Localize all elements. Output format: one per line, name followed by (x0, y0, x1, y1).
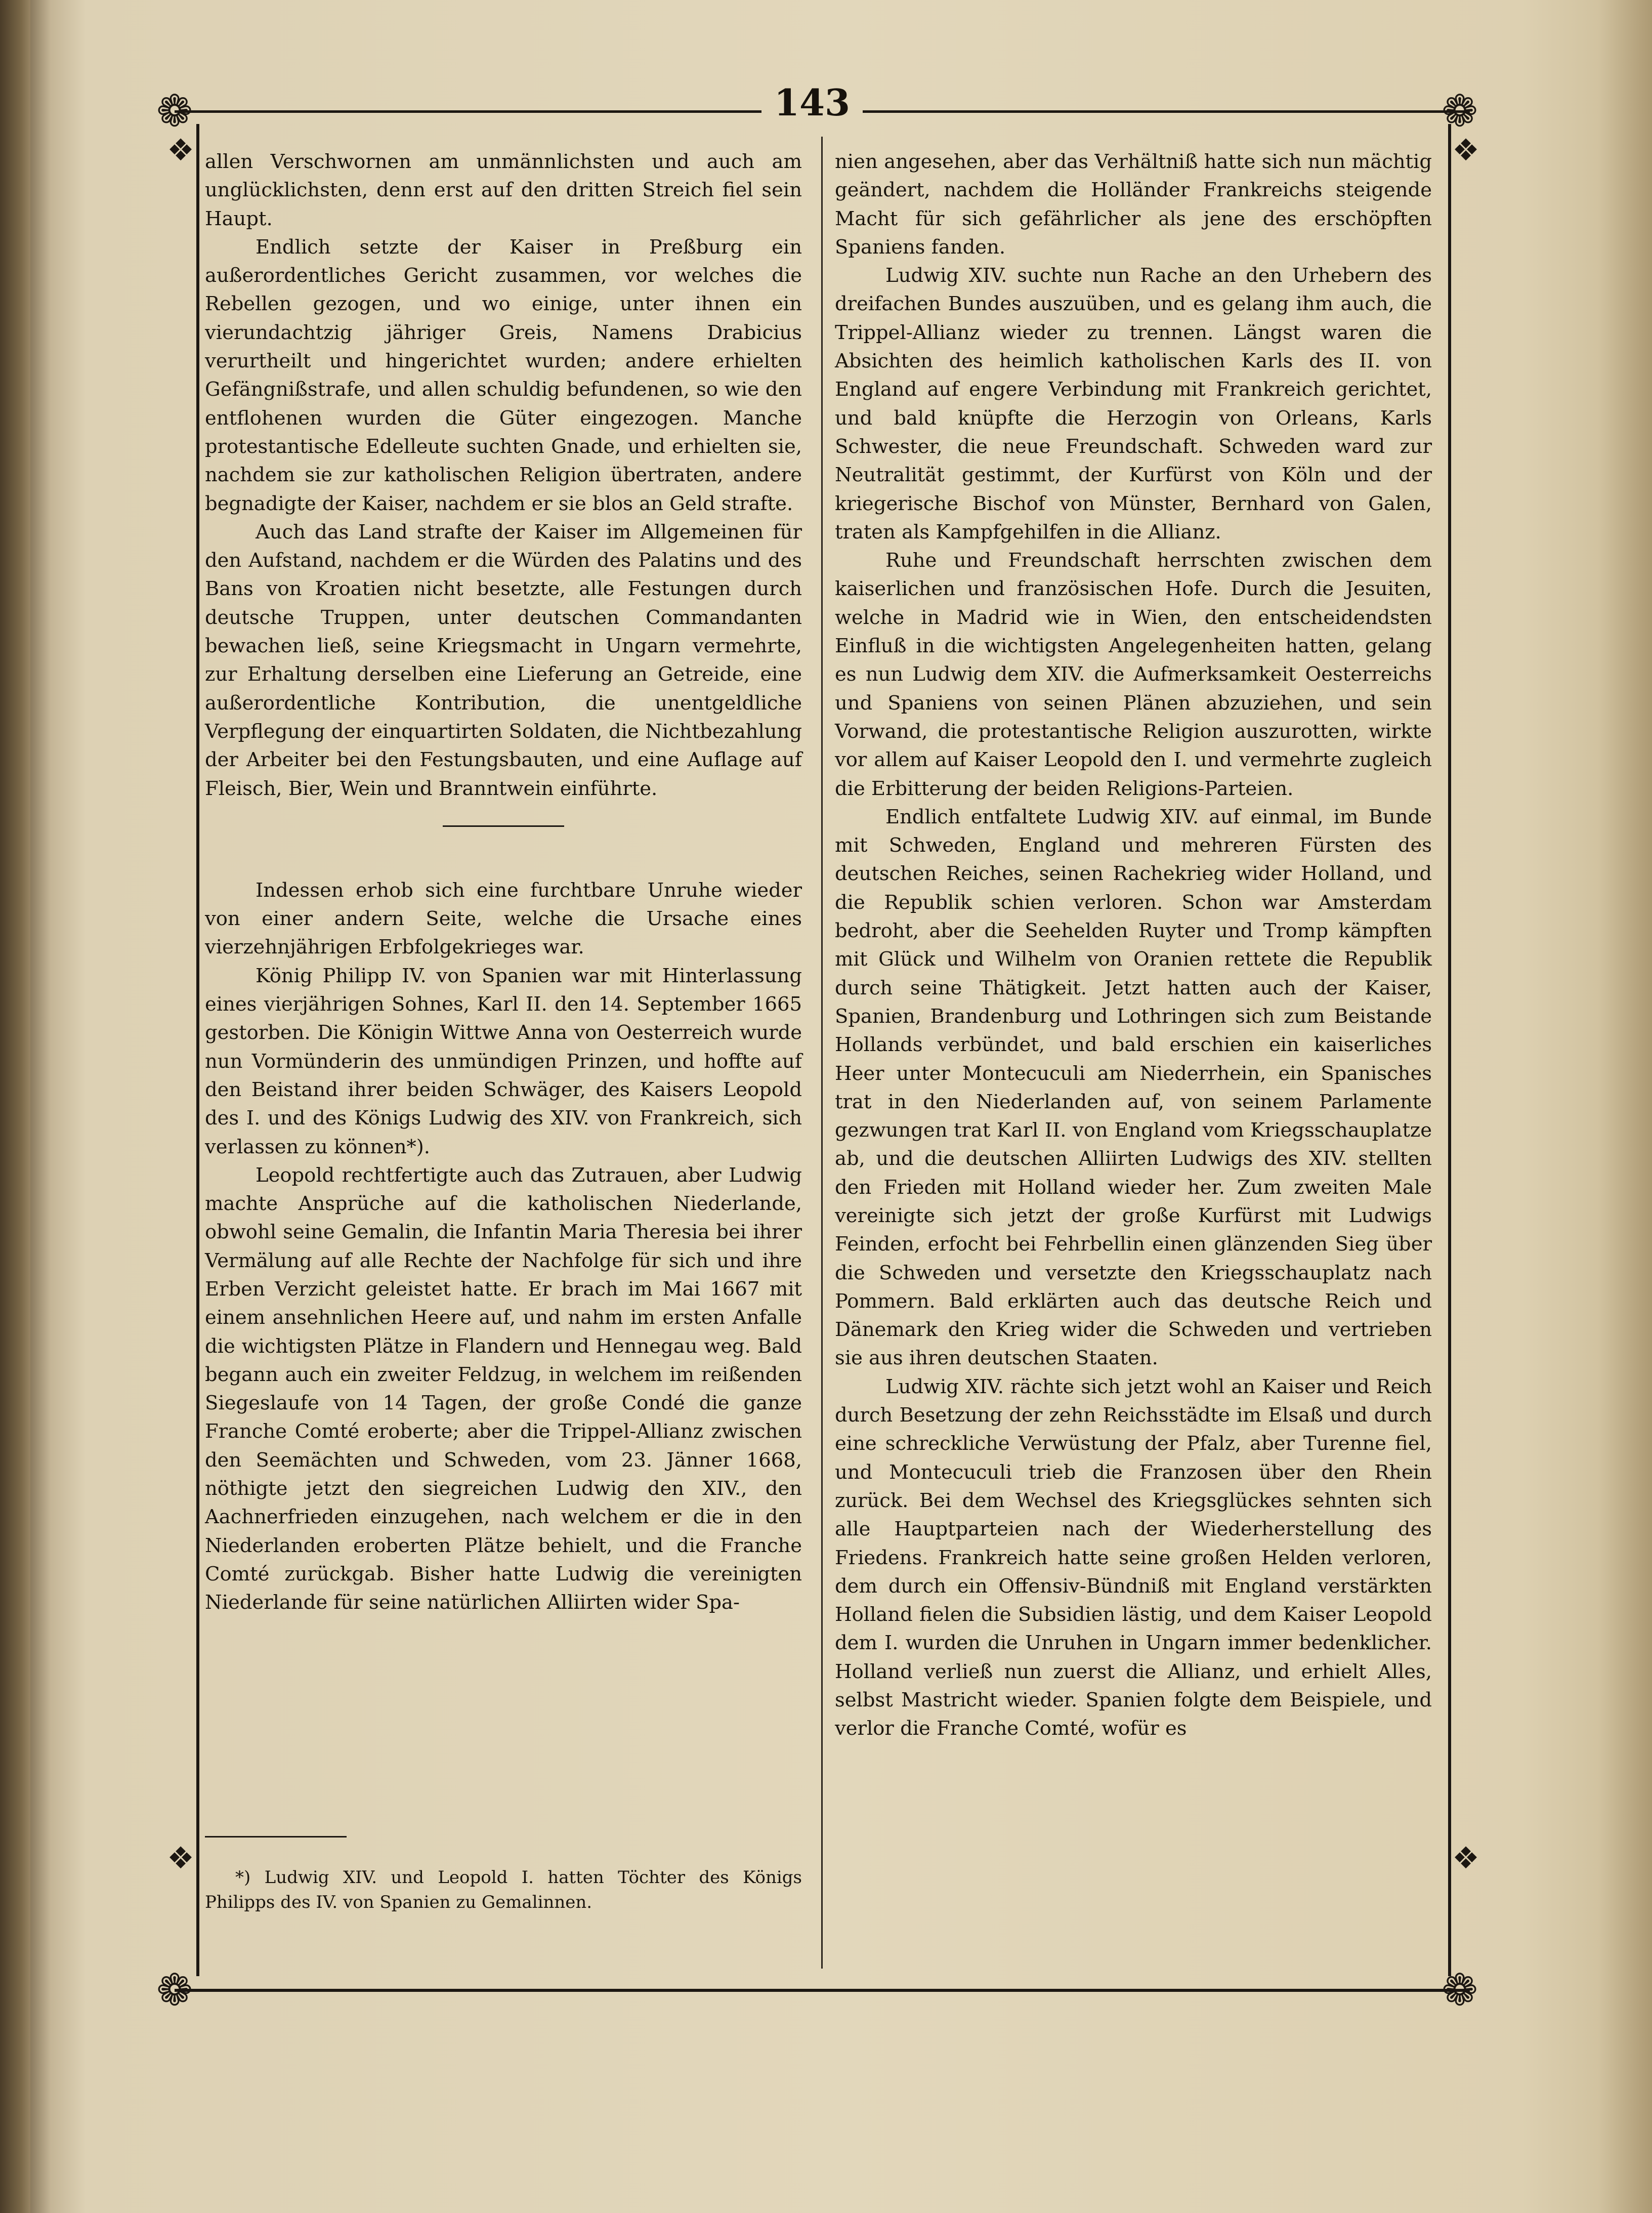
paragraph: König Philipp IV. von Spanien war mit Hinterlassung eines vierjährigen Sohnes, Karl II. den 14. September 1665 gestorben. Die Königin Wittwe Anna von Oesterreich wurde nun Vormünderin des unmündigen Prinzen, und hoffte auf den Beistand ihrer beiden Schwäger, des Kaisers Leopold des I. und des Königs Ludwig des XIV. von Frankreich, sich verlassen zu können*). (205, 964, 802, 1158)
side-scroll-ornament-icon: ❖ (167, 133, 194, 168)
column-divider-rule (821, 137, 823, 1969)
footnote: *) Ludwig XIV. und Leopold I. hatten Töchter des Königs Philipps des IV. von Spanien zu Gemalinnen. (205, 1867, 802, 1912)
paragraph: Indessen erhob sich eine furchtbare Unruhe wieder von einer andern Seite, welche die Ursache eines vierzehnjährigen Erbfolgekrieges war. (205, 879, 802, 959)
paragraph: allen Verschwornen am unmännlichsten und auch am unglücklichsten, denn erst auf den dritten Streich fiel sein Haupt. (205, 150, 802, 230)
page-number: 143 (774, 81, 851, 124)
right-column (835, 148, 1432, 1743)
left-column (205, 148, 802, 1617)
paragraph: Endlich entfaltete Ludwig XIV. auf einmal, im Bunde mit Schweden, England und mehreren Fürsten des deutschen Reiches, seinen Rachekrieg wider Holland, und die Republik schien verloren. Schon war Amsterdam bedroht, aber die Seehelden Ruyter und Tromp kämpften mit Glück und Wilhelm von Oranien rettete die Republik durch seine Thätigkeit. Jetzt hatten auch der Kaiser, Spanien, Brandenburg und Lothringen sich zum Beistande Hollands verbündet, und bald erschien ein kaiserliches Heer unter Montecuculi am Niederrhein, ein Spanisches trat in den Niederlanden auf, von seinem Parlamente gezwungen trat Karl II. von England vom Kriegsschauplatze ab, und die deutschen Alliirten Ludwigs des XIV. stellten den Frieden mit Holland wieder her. Zum zweiten Male vereinigte sich jetzt der große Kurfürst mit Ludwigs Feinden, erfocht bei Fehrbellin einen glänzenden Sieg über die Schweden und versetzte den Kriegsschauplatz nach Pommern. Bald erklärten auch das deutsche Reich und Dänemark den Krieg wider die Schweden und vertrieben sie aus ihren deutschen Staaten. (835, 805, 1432, 1370)
section-divider (443, 825, 564, 827)
paragraph: Endlich setzte der Kaiser in Preßburg ein außerordentliches Gericht zusammen, vor welches die Rebellen gezogen, und wo einige, unter ihnen ein vierundachtzig jähriger Greis, Namens Drabicius verurtheilt und hingerichtet wurden; andere erhielten Gefängnißstrafe, und allen schuldig befundenen, so wie den entflohenen wurden die Güter eingezogen. Manche protestantische Edelleute suchten Gnade, und erhielten sie, nachdem sie zur katholischen Religion übertraten, andere begnadigte der Kaiser, nachdem er sie blos an Geld strafte. (205, 235, 802, 515)
frame-right-rule (1448, 124, 1451, 1976)
corner-ornament-icon: ❁ (156, 86, 193, 137)
side-scroll-ornament-icon: ❖ (167, 1841, 194, 1876)
corner-ornament-icon: ❁ (1441, 1965, 1478, 2016)
page-edge-shading (1599, 0, 1652, 2213)
paragraph: Ruhe und Freundschaft herrschten zwischen dem kaiserlichen und französischen Hofe. Durch die Jesuiten, welche in Madrid wie in Wien, den entscheidendsten Einfluß in die wichtigsten Angelegenheiten hatten, gelang es nun Ludwig dem XIV. die Aufmerksamkeit Oesterreichs und Spaniens von seinen Plänen abzuziehen, und sein Vorwand, die protestantische Religion auszurotten, wirkte vor allem auf Kaiser Leopold den I. und vermehrte zugleich die Erbitterung der beiden Religions-Parteien. (835, 549, 1432, 800)
paragraph: Auch das Land strafte der Kaiser im Allgemeinen für den Aufstand, nachdem er die Würden des Palatins und des Bans von Kroatien nicht besetzte, alle Festungen durch deutsche Truppen, unter deutschen Commandanten bewachen ließ, seine Kriegsmacht in Ungarn vermehrte, zur Erhaltung derselben eine Lieferung an Getreide, eine außerordentliche Kontribution, die unentgeldliche Verpflegung der einquartirten Soldaten, die Nichtbezahlung der Arbeiter bei den Festungsbauten, und eine Auflage auf Fleisch, Bier, Wein und Branntwein einführte. (205, 520, 802, 800)
paragraph: nien angesehen, aber das Verhältniß hatte sich nun mächtig geändert, nachdem die Holländer Frankreichs steigende Macht für sich gefährlicher als jene des erschöpften Spaniens fanden. (835, 150, 1432, 259)
corner-ornament-icon: ❁ (1441, 86, 1478, 137)
frame-left-rule (196, 124, 199, 1976)
frame-top-rule-right (863, 110, 1470, 113)
frame-top-rule-left (175, 110, 761, 113)
side-scroll-ornament-icon: ❖ (1452, 133, 1479, 168)
frame-bottom-rule (175, 1989, 1470, 1992)
corner-ornament-icon: ❁ (156, 1965, 193, 2016)
side-scroll-ornament-icon: ❖ (1452, 1841, 1479, 1876)
paragraph: Leopold rechtfertigte auch das Zutrauen, aber Ludwig machte Ansprüche auf die katholischen Niederlande, obwohl seine Gemalin, die Infantin Maria Theresia bei ihrer Vermälung auf alle Rechte der Nachfolge für sich und ihre Erben Verzicht geleistet hatte. Er brach im Mai 1667 mit einem ansehnlichen Heere auf, und nahm im ersten Anfalle die wichtigsten Plätze in Flandern und Hennegau weg. Bald begann auch ein zweiter Feldzug, in welchem im reißenden Siegeslaufe von 14 Tagen, der große Condé die ganze Franche Comté eroberte; aber die Trippel-Allianz zwischen den Seemächten und Schweden, vom 23. Jänner 1668, nöthigte jetzt den siegreichen Ludwig den XIV., den Aachnerfrieden einzugehen, nach welchem er die in den Niederlanden eroberten Plätze behielt, und die Franche Comté zurückgab. Bisher hatte Ludwig die vereinigten Niederlande für seine natürlichen Alliirten wider Spa- (205, 1163, 802, 1614)
footnote-rule (205, 1836, 347, 1838)
paragraph: Ludwig XIV. rächte sich jetzt wohl an Kaiser und Reich durch Besetzung der zehn Reichsstädte im Elsaß und durch eine schreckliche Verwüstung der Pfalz, aber Turenne fiel, und Montecuculi trieb die Franzosen über den Rhein zurück. Bei dem Wechsel des Kriegsglückes sehnten sich alle Hauptparteien nach der Wiederherstellung des Friedens. Frankreich hatte seine großen Helden verloren, dem durch ein Offensiv-Bündniß mit England verstärkten Holland fielen die Subsidien lästig, und dem Kaiser Leopold dem I. wurden die Unruhen in Ungarn immer bedenklicher. Holland verließ nun zuerst die Allianz, und erhielt Alles, selbst Mastricht wieder. Spanien folgte dem Beispiele, und verlor die Franche Comté, wofür es (835, 1375, 1432, 1740)
paragraph: Ludwig XIV. suchte nun Rache an den Urhebern des dreifachen Bundes auszuüben, und es gelang ihm auch, die Trippel-Allianz wieder zu trennen. Längst waren die Absichten des heimlich katholischen Karls des II. von England auf engere Verbindung mit Frankreich gerichtet, und bald knüpfte die Herzogin von Orleans, Karls Schwester, die neue Freundschaft. Schweden ward zur Neutralität gestimmt, der Kurfürst von Köln und der kriegerische Bischof von Münster, Bernhard von Galen, traten als Kampfgehilfen in die Allianz. (835, 264, 1432, 544)
